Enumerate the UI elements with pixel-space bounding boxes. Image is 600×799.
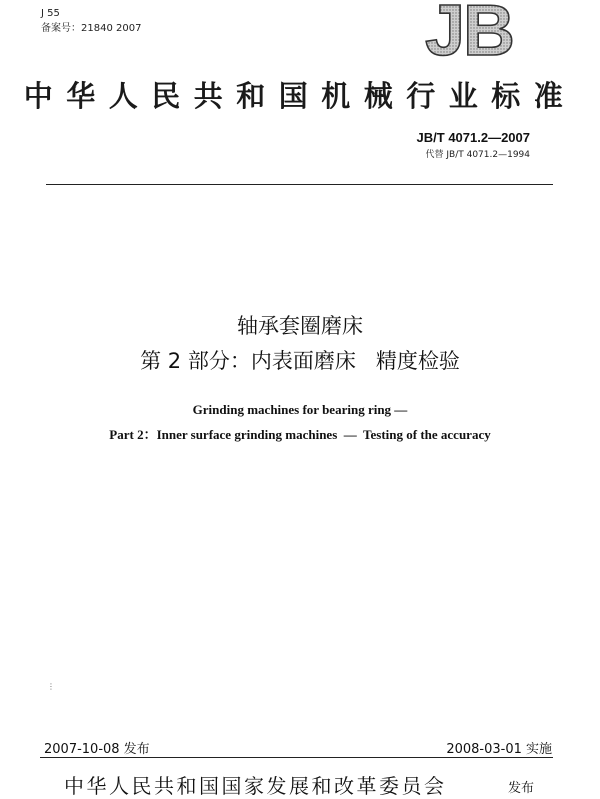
implementation-date: 2008-03-01 实施 — [446, 742, 552, 757]
replaces-standard: 代替 JB/T 4071.2—1994 — [425, 150, 530, 160]
record-number: 备案号：21840 2007 — [41, 23, 142, 34]
issuing-organization: 中华人民共和国国家发展和改革委员会 — [64, 774, 447, 798]
title-en-line-2: Part 2：Inner surface grinding machines — Testing of the accuracy — [109, 427, 491, 442]
top-divider — [46, 184, 553, 185]
classification-code: J 55 — [41, 8, 60, 19]
issue-date: 2007-10-08 发布 — [44, 742, 150, 757]
bottom-divider — [40, 757, 553, 758]
scan-speck: ⋮ — [47, 682, 55, 691]
svg-text:JB: JB — [424, 0, 514, 58]
title-zh-line-2: 第 2 部分：内表面磨床 精度检验 — [140, 349, 460, 373]
title-zh-line-1: 轴承套圈磨床 — [237, 314, 363, 338]
publish-label: 发布 — [508, 781, 535, 796]
jb-logo — [410, 0, 528, 58]
title-en-line-1: Grinding machines for bearing ring — — [192, 402, 408, 417]
standard-number: JB/T 4071.2—2007 — [416, 130, 530, 145]
issuing-authority-title: 中华人民共和国机械行业标准 — [23, 79, 577, 113]
